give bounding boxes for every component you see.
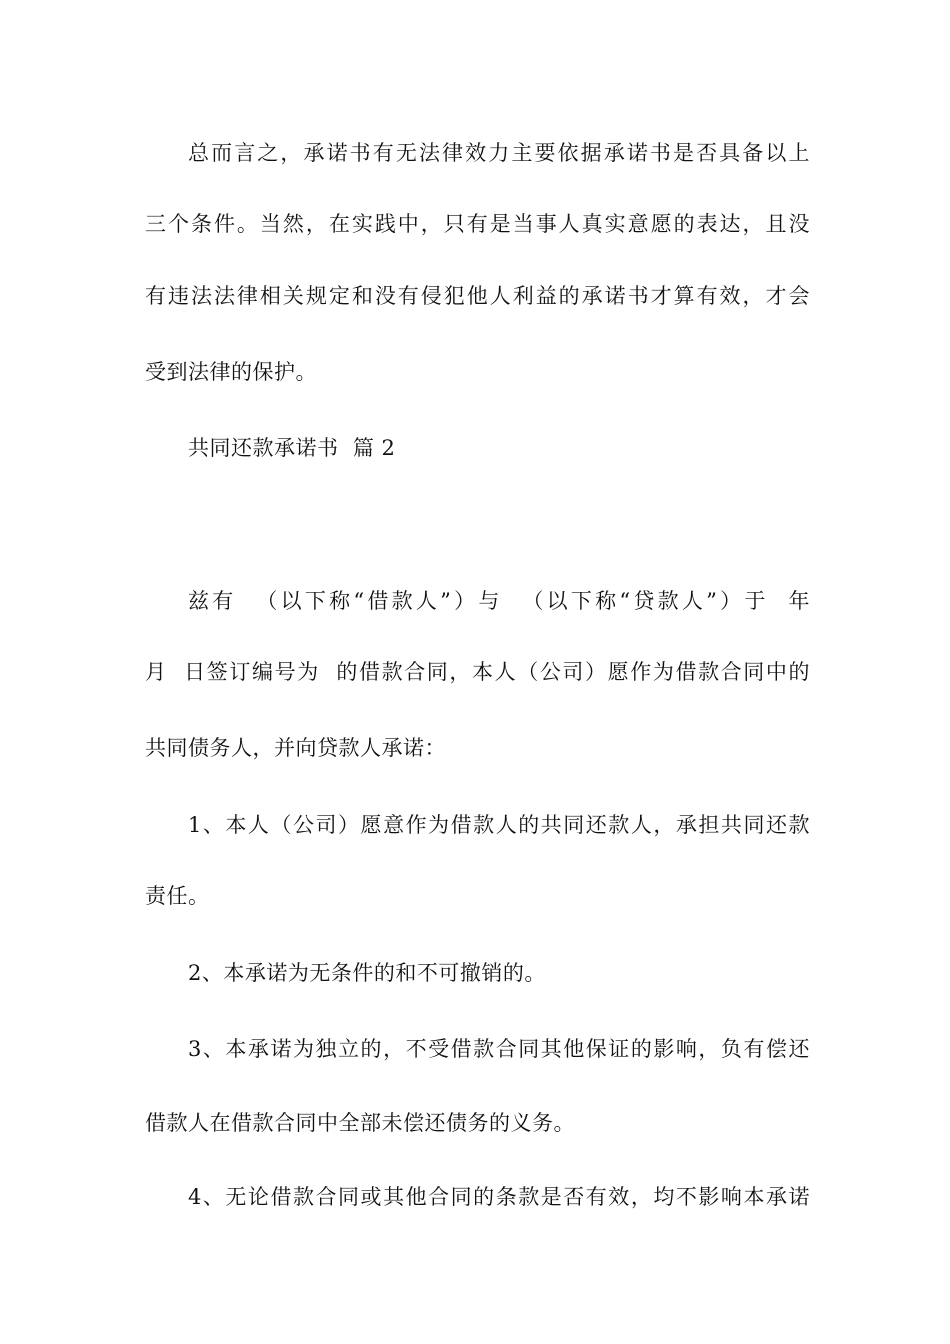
- list-item-1-line-1: 1、本人（公司）愿意作为借款人的共同还款人，承担共同还款: [188, 813, 810, 837]
- list-item-3-line-2: 借款人在借款合同中全部未偿还债务的义务。: [145, 1111, 575, 1135]
- paragraph-line-2: 三个条件。当然，在实践中，只有是当事人真实意愿的表达，且没: [145, 212, 810, 236]
- list-item-2: 2、本承诺为无条件的和不可撤销的。: [188, 961, 546, 985]
- section-heading: 共同还款承诺书 篇 2: [188, 436, 396, 460]
- paragraph-line-1: 总而言之，承诺书有无法律效力主要依据承诺书是否具备以上: [188, 141, 810, 165]
- list-item-1-line-2: 责任。: [145, 884, 210, 908]
- paragraph-line-3: 有违法法律相关规定和没有侵犯他人利益的承诺书才算有效，才会: [145, 284, 810, 308]
- list-item-4-line-1: 4、无论借款合同或其他合同的条款是否有效，均不影响本承诺: [188, 1185, 810, 1209]
- paragraph-line-5: 兹有 （以下称“借款人”）与 （以下称“贷款人”）于 年: [188, 589, 810, 613]
- paragraph-line-7: 共同债务人，并向贷款人承诺：: [145, 736, 446, 760]
- paragraph-line-4: 受到法律的保护。: [145, 360, 317, 384]
- list-item-3-line-1: 3、本承诺为独立的，不受借款合同其他保证的影响，负有偿还: [188, 1037, 810, 1061]
- paragraph-line-6: 月 日签订编号为 的借款合同，本人（公司）愿作为借款合同中的: [145, 660, 810, 684]
